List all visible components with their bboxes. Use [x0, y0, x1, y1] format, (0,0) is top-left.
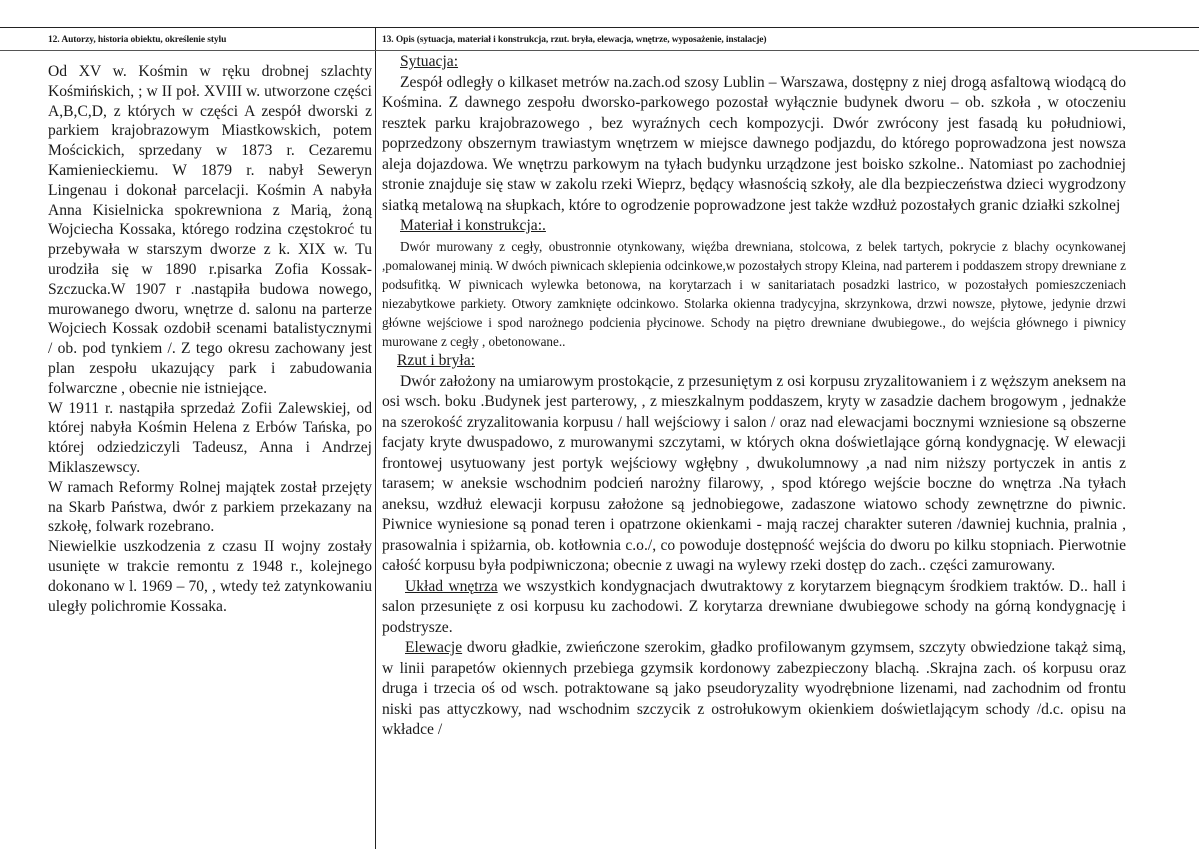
rzut-text: Dwór założony na umiarowym prostokącie, z przesuniętym z osi korpusu zryzalitowaniem i z węższym aneksem na osi wsch. boku .Budynek jest parterowy, , z mieszkalnym poddaszem, kryty w zasadzie dachem brogowym , jednakże na szerokość zryzalitowania korpusu / hall wejściowy i salon / oraz nad elewacjami bocznymi wzniesione są obszerne facjaty kryte dwuspadowo, z murowanymi szczytami, w których okna doświetlające górną kondygnację. W elewacji frontowej usytuowany jest portyk wejściowy wgłębny , dwukolumnowy ,a nad nim niższy portyczek in antis z tarasem; w aneksie wschodnim podcień narożny filarowy, , spod którego wejście boczne do wnętrza .Na tyłach aneksu, wzdłuż elewacji korpusu założone są jednobiegowe, zadaszone wiatowo schody zewnętrzne do piwnic. Piwnice wyniesione są ponad teren i opatrzone okienkami - mają raczej charakter suteren /dawniej kuchnia, pralnia , prasowalnia i spiżarnia, ob. kotłownia c.o./, co powoduje dostępność wejścia do dworu po kilku stopniach. Pierwotnie całość korpusu była podpiwniczona; obecnie z uwagi na wylewy rzeki dostęp do zach.. części zamurowany.	[382, 372, 1126, 575]
history-column	[48, 62, 372, 616]
uklad-text: we wszystkich kondygnacjach dwutraktowy z korytarzem biegnącym środkiem traktów. D.. hall i salon przesunięte z osi korpusu ku zachodowi. Z korytarza drewniane dwubiegowe schody na górną kondygnację i podstrysze.	[382, 577, 1126, 636]
column-divider	[375, 27, 376, 849]
elewacje-label: Elewacje	[405, 639, 463, 657]
rzut-heading	[397, 351, 1126, 372]
material-heading	[400, 216, 1126, 237]
sytuacja-text: Zespół odległy o kilkaset metrów na.zach.od szosy Lublin – Warszawa, dostępny z niej drogą asfaltową wiodącą do Kośmina. Z dawnego zespołu dworsko-parkowego pozostał wyłącznie budynek dworu – ob. szkoła , w otoczeniu resztek parku krajobrazowego , bez wyraźnych cech kompozycji. Dwór zwrócony jest fasadą ku południowi, poprzedzony obszernym trawiastym wnętrzem w miejsce dawnego podjazdu, do którego poprowadzona jest nowsza aleja dojazdowa. We wnętrzu parkowym na tyłach budynku urządzone jest boisko szkolne.. Natomiast po zachodniej stronie znajduje się staw w zakolu rzeki Wieprz, będący własnością szkoły, ale dla bezpieczeństwa dzieci wygrodzony siatką metalową na słupkach, które to ogrodzenie poprowadzone jest także wzdłuż pozostałych granic działki szkolnej	[382, 73, 1126, 214]
right-column-header: 13. Opis (sytuacja, materiał i konstrukcja, rzut. bryła, elewacja, wnętrze, wyposażenie, instalacje)	[382, 35, 767, 45]
elewacje-text: dworu gładkie, zwieńczone szerokim, gładko profilowanym gzymsem, szczyty obwiedzione takąż simą, w linii parapetów okiennych przebiega gzymsik kordonowy zabezpieczony blachą. .Skrajna zach. oś korpusu oraz druga i trzecia oś od wsch. potraktowane są jako pseudoryzality wyodrębnione lizenami, nad zachodnim od frontu niski pas attyczkowy, nad wschodnim szczycik z ostrołukowym okienkiem doświetlającym schody /d.c. opisu na wkładce /	[382, 639, 1126, 739]
elewacje-paragraph	[382, 638, 1126, 741]
rzut-label: Rzut i bryła:	[397, 352, 475, 370]
left-column-header: 12. Autorzy, historia obiektu, określenie stylu	[48, 35, 227, 45]
history-paragraph-2: W 1911 r. nastąpiła sprzedaż Zofii Zalewskiej, od której nabyła Kośmin Helena z Erbów Tańska, po której odziedziczyli Tadeusz, Anna i Andrzej Miklaszewscy.	[48, 399, 372, 476]
history-paragraph-3: W ramach Reformy Rolnej majątek został przejęty na Skarb Państwa, dwór z parkiem przekazany na szkołę, folwark rozebrano.	[48, 478, 372, 536]
uklad-label: Układ wnętrza	[405, 577, 498, 595]
uklad-paragraph	[382, 577, 1126, 639]
history-paragraph-1: Od XV w. Kośmin w ręku drobnej szlachty Kośmińskich, ; w II poł. XVIII w. utworzone części A,B,C,D, z których w części A zespół dworski z parkiem krajobrazowym Miastkowskich, potem Mościckich, sprzedany w 1873 r. Cezaremu Kamienieckiemu. W 1879 r. nabył Seweryn Lingenau i dokonał parcelacji. Kośmin A nabyła Anna Kisielnicka spokrewniona z Marią, żoną Wojciecha Kossaka, którego rodzina częstokroć tu przebywała w starszym dworze z k. XIX w. Tu urodziła się w 1890 r.pisarka Zofia Kossak-Szczucka.W 1907 r .nastąpiła budowa nowego, murowanego dworu, wnętrze d. salonu na parterze Wojciech Kossak ozdobił scenami batalistycznymi / ob. pod tynkiem /. Z tego okresu zachowany jest plan zespołu ukazujący park i zabudowania folwarczne , obecnie nie istniejące.	[48, 63, 372, 397]
history-paragraph-4: Niewielkie uszkodzenia z czasu II wojny zostały usunięte w trakcie remontu z 1948 r., kolejnego dokonano w l. 1969 – 70, , wtedy też zatynkowaniu uległy polichromie Kossaka.	[48, 538, 372, 615]
description-column	[382, 52, 1126, 741]
sytuacja-heading	[400, 52, 1126, 73]
sytuacja-label: Sytuacja:	[400, 53, 459, 70]
header-rule	[0, 50, 1199, 51]
material-label: Materiał i konstrukcja:.	[400, 217, 546, 234]
top-rule	[0, 27, 1199, 28]
material-text: Dwór murowany z cegły, obustronnie otynkowany, więźba drewniana, stolcowa, z belek tartych, pokrycie z blachy ocynkowanej ,pomalowanej minią. W dwóch piwnicach sklepienia odcinkowe,w pozostałych stropy Kleina, nad parterem i poddaszem stropy drewniane z podsufitką. W piwnicach wylewka betonowa, na korytarzach i w sanitariatach posadzki lastrico, w pozostałych pomieszczeniach niezabytkowe parkiety. Otwory zamknięte odcinkowo. Stolarka okienna tradycyjna, skrzynkowa, drzwi nowsze, płytowe, jedynie drzwi główne wejściowe i spod narożnego podcienia płycinowe. Schody na piętro drewniane dwubiegowe., do wejścia głównego i piwnicy murowane z cegły , obetonowane..	[382, 238, 1126, 349]
